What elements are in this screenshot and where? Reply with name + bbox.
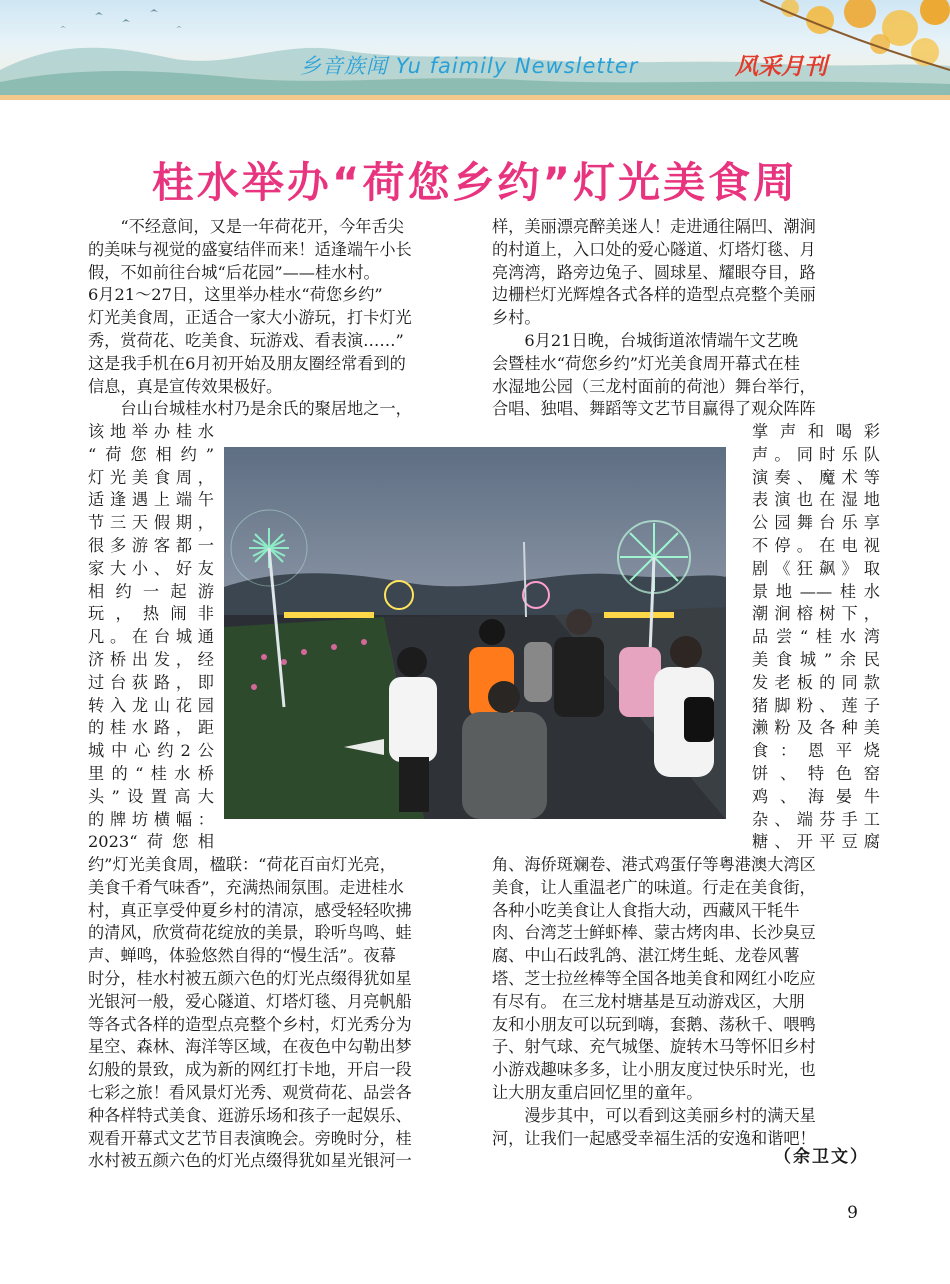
text-line: 玩，热闹非 bbox=[88, 604, 214, 624]
text-line: 该地举办桂水 bbox=[88, 422, 214, 441]
text-line: 塔、芝士拉丝棒等全国各地美食和网红小吃应 bbox=[492, 969, 816, 988]
text-line: 声。同时乐队 bbox=[752, 444, 880, 464]
text-line: 公园舞台乐享 bbox=[752, 513, 880, 533]
text-line: 约”灯光美食周，楹联：“荷花百亩灯光亮， bbox=[88, 855, 396, 874]
text-line: 幻般的景致，成为新的网红打卡地，开启一段 bbox=[88, 1060, 412, 1080]
text-line: 河，让我们一起感受幸福生活的安逸和谐吧！ bbox=[492, 1128, 816, 1148]
text-line: 糖、开平豆腐 bbox=[752, 832, 880, 852]
festival-night-photo bbox=[224, 447, 726, 819]
text-line: 会暨桂水“荷您乡约”灯光美食周开幕式在桂 bbox=[492, 353, 800, 373]
text-line: 角、海侨斑斓卷、港式鸡蛋仔等粤港澳大湾区 bbox=[492, 855, 816, 874]
text-line: 濑粉及各种美 bbox=[752, 718, 880, 738]
article-title: 桂水举办“荷您乡约”灯光美食周 bbox=[151, 158, 799, 207]
text-line: 等各式各样的造型点亮整个乡村，灯光秀分为 bbox=[88, 1014, 412, 1034]
text-line: 头”设置高大 bbox=[88, 786, 214, 806]
author-credit: （余卫文） bbox=[774, 1147, 869, 1167]
text-line: 这是我手机在6月初开始及朋友圈经常看到的 bbox=[88, 353, 406, 373]
text-line: 2023“荷您相 bbox=[88, 832, 214, 852]
text-line: 里的“桂水桥 bbox=[88, 764, 214, 783]
text-line: 6月21日晚，台城街道浓情端午文艺晚 bbox=[524, 331, 799, 350]
text-line: 灯光美食周，正适合一家大小游玩，打卡灯光 bbox=[88, 308, 412, 328]
text-line: 鸡、海晏牛 bbox=[752, 786, 880, 806]
text-line: 潮涧榕树下， bbox=[752, 604, 880, 624]
newsletter-name-cn: 乡音族闻 bbox=[300, 54, 388, 78]
text-line: 漫步其中，可以看到这美丽乡村的满天星 bbox=[524, 1105, 816, 1125]
text-line: 样，美丽漂亮醉美迷人！走进通往隔凹、潮涧 bbox=[492, 217, 816, 236]
text-line: 各种小吃美食让人食指大动，西藏风干牦牛 bbox=[492, 900, 800, 920]
text-line: 的牌坊横幅： bbox=[88, 809, 214, 829]
text-line: 光银河一般，爱心隧道、灯塔灯毯、月亮帆船 bbox=[88, 991, 412, 1011]
text-line: 凡。在台城通 bbox=[88, 627, 214, 647]
newsletter-name-en: Yu faimily Newsletter bbox=[395, 54, 639, 78]
text-line: 水村被五颜六色的灯光点缀得犹如星光银河一 bbox=[88, 1151, 412, 1171]
text-line: 边栅栏灯光辉煌各式各样的造型点亮整个美丽 bbox=[492, 285, 816, 305]
text-line: 城中心约2公 bbox=[88, 741, 214, 761]
text-line: 过台荻路，即 bbox=[88, 672, 214, 692]
text-line: 美食城”余民 bbox=[752, 650, 880, 669]
text-line: 美食，让人重温老广的味道。行走在美食街， bbox=[492, 877, 816, 897]
text-line: 的美味与视觉的盛宴结伴而来！适逢端午小长 bbox=[88, 239, 412, 259]
text-line: 掌声和喝彩 bbox=[752, 422, 880, 441]
text-line: 信息，真是宣传效果极好。 bbox=[88, 376, 283, 396]
text-line: 杂、端芬手工 bbox=[752, 809, 880, 829]
text-line: 肉、台湾芝士鲜虾棒、蒙古烤肉串、长沙臭豆 bbox=[492, 923, 816, 943]
text-line: 饼、特色窑 bbox=[752, 764, 880, 783]
text-line: 秀，赏荷花、吃美食、玩游戏、看表演……” bbox=[88, 331, 404, 350]
text-line: 亮湾湾，路旁边兔子、圆球星、耀眼夺目，路 bbox=[492, 262, 816, 282]
text-line: 的村道上，入口处的爱心隧道、灯塔灯毯、月 bbox=[492, 239, 816, 259]
text-line: 让大朋友重启回忆里的童年。 bbox=[492, 1083, 703, 1102]
text-line: 种各样特式美食、逛游乐场和孩子一起娱乐、 bbox=[88, 1105, 412, 1125]
text-line: 假，不如前往台城“后花园”——桂水村。 bbox=[88, 262, 380, 282]
text-line: 相约一起游 bbox=[88, 581, 214, 601]
text-line: 小游戏趣味多多，让小朋友度过快乐时光，也 bbox=[492, 1060, 816, 1080]
text-line: 的桂水路，距 bbox=[88, 718, 214, 738]
text-line: 星空、森林、海洋等区域，在夜色中勾勒出梦 bbox=[88, 1037, 412, 1057]
section-label: 风采月刊 bbox=[735, 53, 827, 80]
text-line: 很多游客都一 bbox=[88, 536, 214, 555]
text-line: 七彩之旅！看风景灯光秀、观赏荷花、品尝各 bbox=[88, 1083, 412, 1102]
text-line: 景地——桂水 bbox=[752, 581, 880, 601]
text-line: “荷您相约” bbox=[88, 444, 214, 464]
text-line: 6月21～27日，这里举办桂水“荷您乡约” bbox=[88, 285, 383, 305]
text-line: 济桥出发，经 bbox=[88, 650, 214, 669]
text-line: 观看开幕式文艺节目表演晚会。旁晚时分，桂 bbox=[88, 1128, 412, 1148]
text-line: 表演也在湿地 bbox=[752, 490, 880, 510]
text-line: 有尽有。 在三龙村塘基是互动游戏区，大朋 bbox=[492, 991, 805, 1011]
text-line: 转入龙山花园 bbox=[88, 695, 214, 715]
header-banner bbox=[0, 0, 950, 100]
text-line: 时分，桂水村被五颜六色的灯光点缀得犹如星 bbox=[88, 969, 412, 988]
text-line: 的清风，欣赏荷花绽放的美景，聆听鸟鸣、蛙 bbox=[88, 923, 412, 943]
text-line: 节三天假期， bbox=[88, 513, 214, 533]
text-line: 演奏、魔术等 bbox=[752, 467, 880, 487]
text-line: 发老板的同款 bbox=[752, 672, 880, 692]
text-line: 不停。在电视 bbox=[752, 536, 880, 555]
text-line: 适逢遇上端午 bbox=[88, 490, 214, 510]
text-line: 食：恩平烧 bbox=[752, 741, 880, 761]
text-line: 剧《狂飙》取 bbox=[752, 558, 880, 578]
page-number: 9 bbox=[847, 1203, 858, 1223]
text-line: 品尝“桂水湾 bbox=[752, 627, 880, 647]
text-line: 合唱、独唱、舞蹈等文艺节目赢得了观众阵阵 bbox=[492, 399, 816, 419]
newsletter-name bbox=[300, 50, 638, 80]
text-line: “不经意间，又是一年荷花开，今年舌尖 bbox=[120, 217, 404, 236]
text-line: 家大小、好友 bbox=[88, 558, 214, 578]
text-line: 猪脚粉、莲子 bbox=[752, 695, 880, 715]
text-line: 水湿地公园（三龙村面前的荷池）舞台举行， bbox=[492, 376, 816, 396]
text-line: 乡村。 bbox=[492, 308, 541, 328]
text-line: 台山台城桂水村乃是余氏的聚居地之一， bbox=[120, 399, 412, 419]
text-line: 村，真正享受仲夏乡村的清凉，感受轻轻吹拂 bbox=[88, 900, 412, 920]
text-line: 友和小朋友可以玩到嗨，套鹅、荡秋千、喂鸭 bbox=[492, 1014, 816, 1034]
text-line: 灯光美食周， bbox=[88, 467, 214, 487]
text-line: 美食千肴气味香”，充满热闹氛围。走进桂水 bbox=[88, 877, 404, 897]
text-line: 声、蝉鸣，体验悠然自得的“慢生活”。夜幕 bbox=[88, 946, 396, 966]
text-line: 腐、中山石歧乳鸽、湛江烤生蚝、龙卷风薯 bbox=[492, 946, 800, 966]
text-line: 子、射气球、充气城堡、旋转木马等怀旧乡村 bbox=[492, 1037, 816, 1057]
